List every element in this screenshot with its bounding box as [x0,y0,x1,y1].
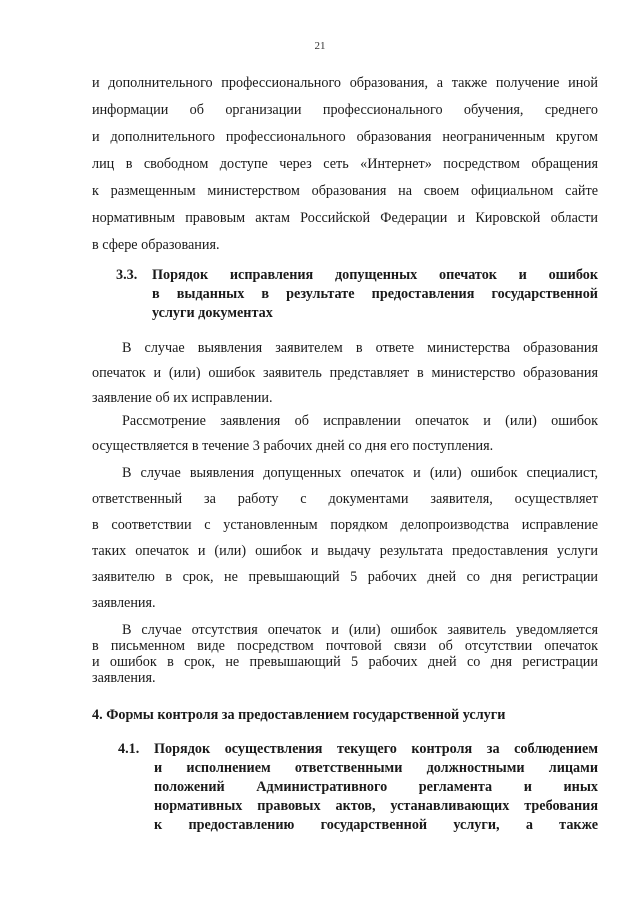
paragraph-no-errors-notice [92,622,598,686]
text-line: Рассмотрение заявления об исправлении опечаток и (или) ошибок [122,413,598,429]
heading-line: услуги документах [152,305,273,321]
paragraph-review-period [92,409,598,459]
text-line: заявления. [92,595,156,611]
page-number: 21 [314,40,326,52]
heading-line: в выданных в результате предоставления государственной [152,286,598,302]
text-line: нормативным правовым актам Российской Федерации и Кировской области [92,210,598,226]
heading-line: нормативных правовых актов, устанавливающих требования [154,798,598,814]
text-line: в соответствии с установленным порядком делопроизводства исправление [92,517,598,533]
text-line: в сфере образования. [92,237,220,253]
section-number: 3.3. [116,267,138,283]
text-line: ответственный за работу с документами заявителя, осуществляет [92,491,598,507]
heading-line: Порядок исправления допущенных опечаток и ошибок [152,267,598,283]
text-line: таких опечаток и (или) ошибок и выдачу результата предоставления услуги [92,543,598,559]
text-line: и ошибок в срок, не превышающий 5 рабочих дней со дня регистрации [92,654,598,670]
paragraph-error-report [92,336,598,411]
text-line: заявления. [92,670,156,686]
paragraph-correction-procedure [92,460,598,616]
heading-line: и исполнением ответственными должностными лицами [154,760,598,776]
text-line: и дополнительного профессионального образования, а также получение иной [92,75,598,91]
paragraph-education-info [92,70,598,259]
text-line: заявителю в срок, не превышающий 5 рабочих дней со дня регистрации [92,569,598,585]
text-line: осуществляется в течение 3 рабочих дней со дня его поступления. [92,438,494,454]
text-line: В случае выявления допущенных опечаток и (или) ошибок специалист, [122,465,598,481]
text-line: В случае выявления заявителем в ответе министерства образования [122,340,598,356]
heading-line: положений Административного регламента и иных [154,779,598,795]
heading-line: к предоставлению государственной услуги, а также [154,817,598,833]
text-line: и дополнительного профессионального образования неограниченным кругом [92,129,598,145]
text-line: опечаток и (или) ошибок заявитель представляет в министерство образования [92,365,598,381]
text-line: к размещенным министерством образования на своем официальном сайте [92,183,598,199]
section-number: 4.1. [118,741,140,757]
heading-line: Порядок осуществления текущего контроля за соблюдением [154,741,598,757]
section-heading-4: 4. Формы контроля за предоставлением государственной услуги [92,707,506,723]
text-line: в письменном виде посредством почтовой связи об отсутствии опечаток [92,638,598,654]
text-line: информации об организации профессионального обучения, среднего [92,102,598,118]
text-line: лиц в свободном доступе через сеть «Интернет» посредством обращения [92,156,598,172]
text-line: В случае отсутствия опечаток и (или) ошибок заявитель уведомляется [122,622,598,638]
text-line: заявление об их исправлении. [92,390,273,406]
